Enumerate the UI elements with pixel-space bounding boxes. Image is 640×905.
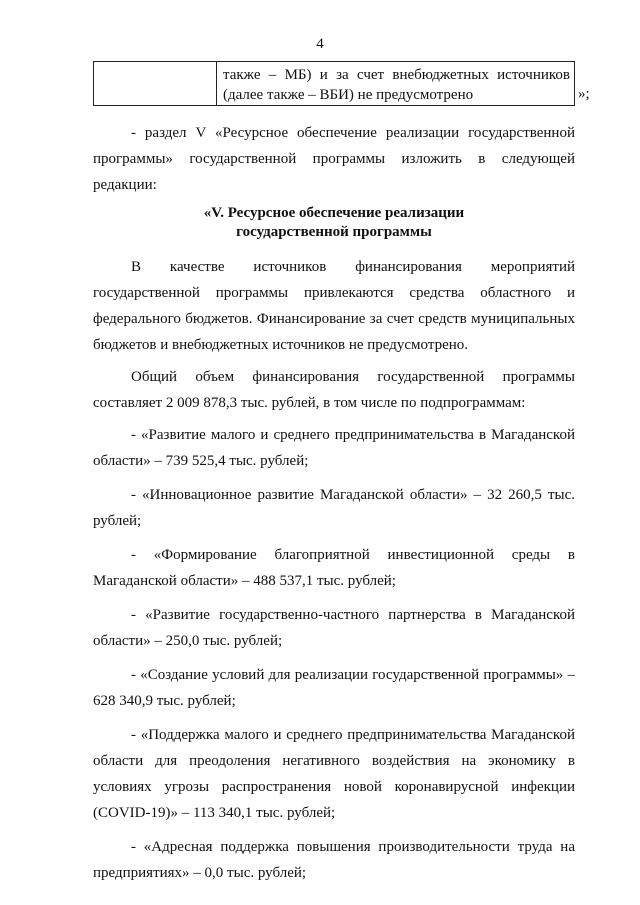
list-item: - «Инновационное развитие Магаданской области» – 32 260,5 тыс. рублей; [93,487,575,529]
continuation-table [93,61,575,106]
table-cell-empty [94,62,217,106]
subprogram-list [93,422,575,886]
section-heading-line-1: «V. Ресурсное обеспечение реализации [203,205,465,221]
intro-paragraph: - раздел V «Ресурсное обеспечение реализации государственной программы» государственной программы изложить в следующей редакции: [93,125,575,193]
table-text-line-1: также – МБ) и за счет внебюджетных источников [223,67,570,83]
list-item: - «Адресная поддержка повышения производительности труда на предприятиях» – 0,0 тыс. рублей; [93,839,575,881]
page-number: 4 [316,36,324,52]
list-item: - «Развитие малого и среднего предпринимательства в Магаданской области» – 739 525,4 тыс. рублей; [93,427,575,469]
table-text-line-2: (далее также – ВБИ) не предусмотрено [223,87,474,103]
list-item: - «Формирование благоприятной инвестиционной среды в Магаданской области» – 488 537,1 тыс. рублей; [93,547,575,589]
total-paragraph: Общий объем финансирования государственной программы составляет 2 009 878,3 тыс. рублей, в том числе по подпрограммам: [93,369,575,411]
list-item: - «Поддержка малого и среднего предпринимательства Магаданской области для преодоления негативного воздействия на экономику в условиях угрозы распространения новой коронавирусной инфекции (COVID-19)» – 113 340,1 тыс. рублей; [93,727,575,821]
closing-quote: »; [578,86,590,102]
table-cell-text [217,62,575,106]
sources-paragraph: В качестве источников финансирования мероприятий государственной программы привлекаются средства областного и федерального бюджетов. Финансирование за счет средств муниципальных бюджетов и внебюджетных источников не предусмотрено. [93,259,575,353]
list-item: - «Создание условий для реализации государственной программы» – 628 340,9 тыс. рублей; [93,667,575,709]
list-item: - «Развитие государственно-частного партнерства в Магаданской области» – 250,0 тыс. рублей; [93,607,575,649]
section-heading-line-2: государственной программы [236,224,432,240]
document-body [93,120,575,894]
section-heading [93,204,575,242]
